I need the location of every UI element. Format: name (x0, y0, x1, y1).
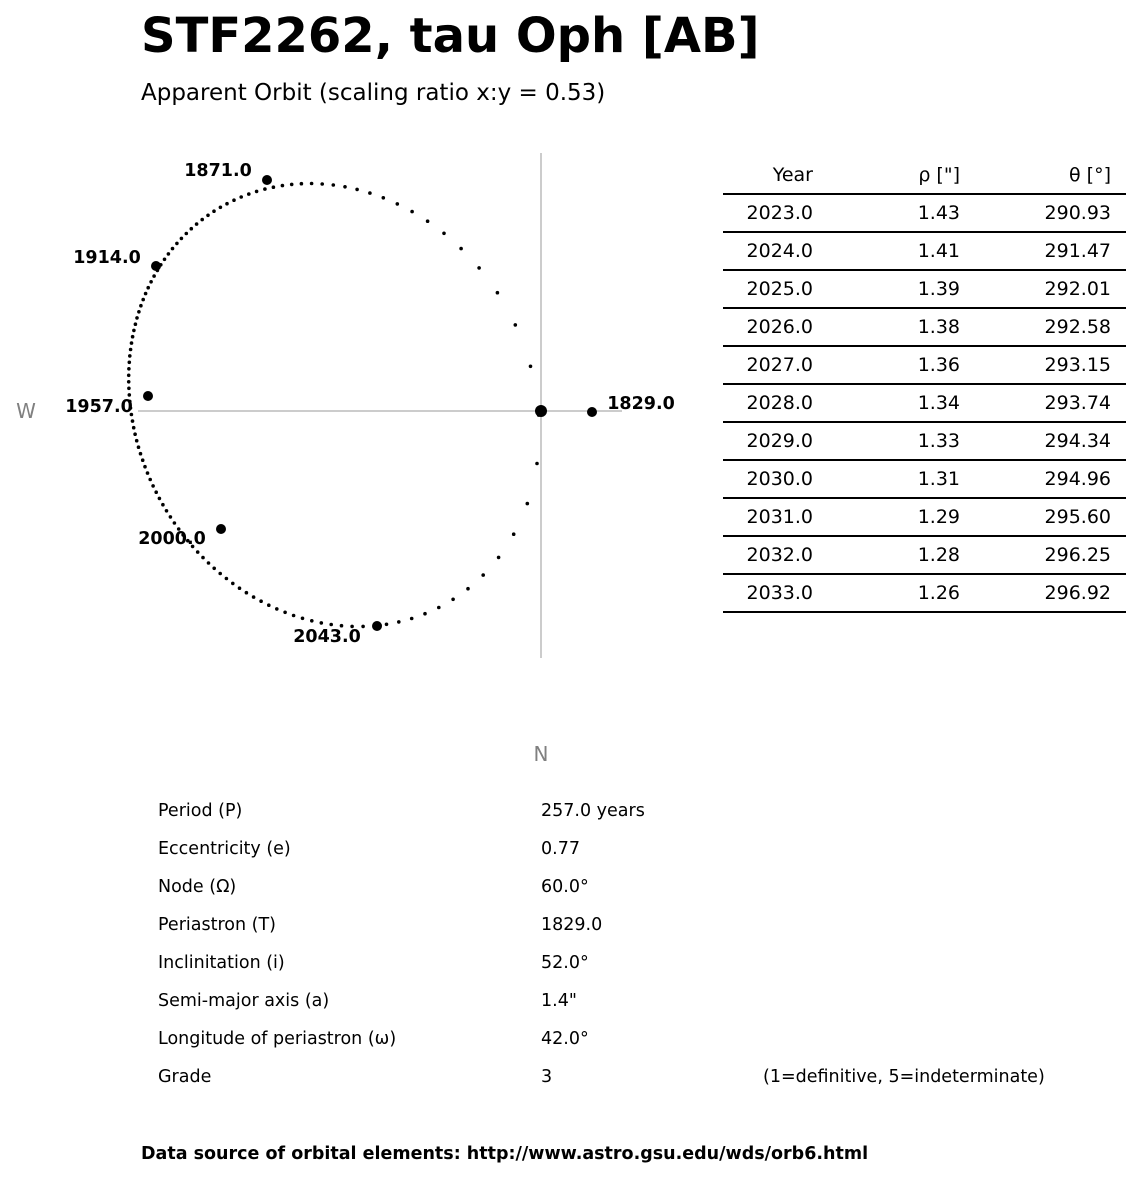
orbit-dot (161, 503, 165, 507)
orbit-dot (292, 614, 296, 618)
cell-year: 2024.0 (723, 232, 813, 270)
orbit-dot (283, 611, 287, 615)
orbit-dot (139, 452, 143, 456)
cell-rho: 1.41 (813, 232, 960, 270)
header-year: Year (723, 157, 813, 194)
orbit-dot (132, 329, 136, 333)
cell-theta: 296.25 (960, 536, 1126, 574)
cell-theta: 290.93 (960, 194, 1126, 232)
cell-theta: 294.34 (960, 422, 1126, 460)
table-row (723, 346, 1126, 384)
orbit-dot (238, 586, 242, 590)
table-row (723, 460, 1126, 498)
orbit-dot (185, 232, 189, 236)
orbit-dot (131, 335, 135, 339)
orbit-dot (206, 214, 210, 218)
orbit-dot (426, 219, 430, 223)
orbit-dot (171, 247, 175, 251)
orbit-dot (252, 595, 256, 599)
orbit-dot (212, 567, 216, 571)
orbit-dot (219, 206, 223, 210)
orbit-epoch-markers (65, 161, 675, 647)
orbit-dot (320, 182, 324, 186)
table-row (723, 194, 1126, 232)
axis-label-north: N (533, 742, 549, 766)
orbit-dot (437, 606, 441, 610)
page-subtitle: Apparent Orbit (scaling ratio x:y = 0.53) (141, 80, 606, 106)
element-value: 1.4" (541, 991, 577, 1011)
orbit-dot (332, 183, 336, 187)
cell-year: 2030.0 (723, 460, 813, 498)
element-value: 42.0° (541, 1029, 589, 1049)
epoch-marker (151, 261, 161, 271)
orbit-dot (141, 298, 145, 302)
cell-rho: 1.26 (813, 574, 960, 612)
orbit-dot (143, 465, 147, 469)
orbit-dot (127, 367, 131, 371)
cell-rho: 1.28 (813, 536, 960, 574)
cell-rho: 1.33 (813, 422, 960, 460)
cell-rho: 1.38 (813, 308, 960, 346)
orbit-dot (128, 361, 132, 365)
orbit-dot (173, 521, 177, 525)
orbit-path (127, 182, 541, 629)
cell-rho: 1.43 (813, 194, 960, 232)
orbit-dot (130, 341, 134, 345)
ephemeris-table (723, 157, 1126, 613)
primary-star (535, 405, 547, 417)
orbit-dot (232, 198, 236, 202)
orbit-dot (275, 607, 279, 611)
orbit-dot (396, 202, 400, 206)
element-value: 0.77 (541, 839, 580, 859)
header-rho: ρ ["] (813, 157, 960, 194)
orbit-dot (152, 274, 156, 278)
orbit-dot (134, 322, 138, 326)
orbit-dot (146, 471, 150, 475)
orbit-dot (196, 550, 200, 554)
element-value: 257.0 years (541, 801, 645, 821)
orbit-dot (190, 227, 194, 231)
orbit-dot (526, 502, 530, 506)
epoch-marker (372, 621, 382, 631)
element-label: Longitude of periastron (ω) (158, 1029, 397, 1049)
orbit-dot (135, 316, 139, 320)
cell-rho: 1.34 (813, 384, 960, 422)
table-row (723, 270, 1126, 308)
orbit-dot (310, 182, 314, 186)
orbit-dot (128, 354, 132, 358)
orbit-dot (459, 247, 463, 251)
orbit-dot (496, 291, 500, 295)
epoch-label: 1829.0 (607, 394, 675, 414)
cell-rho: 1.39 (813, 270, 960, 308)
orbit-dot (451, 598, 455, 602)
cell-year: 2025.0 (723, 270, 813, 308)
orbit-dot (200, 218, 204, 222)
element-label: Semi-major axis (a) (158, 991, 330, 1011)
orbit-dot (207, 561, 211, 565)
orbit-dot (361, 625, 365, 629)
orbit-dot (131, 419, 135, 423)
cell-year: 2033.0 (723, 574, 813, 612)
orbit-dot (149, 280, 153, 284)
axis-label-west: W (16, 399, 36, 423)
cell-year: 2027.0 (723, 346, 813, 384)
orbit-dot (148, 478, 152, 482)
element-label: Node (Ω) (158, 877, 237, 897)
orbit-dot (144, 292, 148, 296)
orbit-dot (300, 182, 304, 186)
element-value: 60.0° (541, 877, 589, 897)
orbit-dot (512, 532, 516, 536)
cell-theta: 293.15 (960, 346, 1126, 384)
element-value: 1829.0 (541, 915, 603, 935)
orbit-dot (477, 266, 481, 270)
orbit-dot (301, 617, 305, 621)
orbit-dot (137, 310, 141, 314)
table-row (723, 422, 1126, 460)
epoch-marker (143, 391, 153, 401)
element-label: Periastron (T) (158, 915, 276, 935)
orbit-dot (137, 445, 141, 449)
orbit-dot (247, 192, 251, 196)
orbit-dot (165, 509, 169, 513)
table-row (723, 308, 1126, 346)
table-row (723, 498, 1126, 536)
orbit-dot (497, 556, 501, 560)
data-source-footer: Data source of orbital elements: http://www.astro.gsu.edu/wds/orb6.html (141, 1144, 869, 1164)
orbit-dot (310, 619, 314, 623)
orbit-dot (255, 190, 259, 194)
orbit-dot (259, 599, 263, 603)
cell-rho: 1.36 (813, 346, 960, 384)
orbit-dot (201, 556, 205, 560)
orbit-dot (290, 183, 294, 187)
orbit-dot (218, 572, 222, 576)
orbit-dot (385, 623, 389, 627)
orbit-dot (267, 603, 271, 607)
orbit-dot (514, 323, 518, 327)
orbit-dot (397, 620, 401, 624)
element-label: Grade (158, 1067, 212, 1087)
cell-year: 2031.0 (723, 498, 813, 536)
orbit-dot (272, 185, 276, 189)
epoch-marker (262, 175, 272, 185)
table-row (723, 384, 1126, 422)
orbit-dot (180, 237, 184, 241)
cell-theta: 296.92 (960, 574, 1126, 612)
orbit-dot (481, 573, 485, 577)
orbit-dot (154, 490, 158, 494)
orbit-dot (225, 202, 229, 206)
epoch-marker (216, 524, 226, 534)
orbit-dot (133, 432, 137, 436)
orbit-dot (281, 184, 285, 188)
cell-year: 2026.0 (723, 308, 813, 346)
epoch-label: 2043.0 (293, 627, 361, 647)
orbit-dot (355, 188, 359, 192)
orbit-dot (146, 286, 150, 290)
orbit-dot (239, 195, 243, 199)
grade-note: (1=definitive, 5=indeterminate) (763, 1067, 1045, 1087)
epoch-label: 2000.0 (138, 529, 206, 549)
orbit-dot (343, 185, 347, 189)
orbit-dot (175, 242, 179, 246)
orbit-dot (129, 348, 133, 352)
element-value: 3 (541, 1067, 553, 1087)
orbit-dot (329, 623, 333, 627)
orbit-dot (127, 374, 131, 378)
cell-theta: 292.58 (960, 308, 1126, 346)
orbit-dot (195, 222, 199, 226)
table-header-row (723, 157, 1126, 194)
orbit-dot (127, 380, 131, 384)
orbit-dot (466, 587, 470, 591)
element-value: 52.0° (541, 953, 589, 973)
orbit-dot (158, 497, 162, 501)
cell-year: 2028.0 (723, 384, 813, 422)
cell-theta: 291.47 (960, 232, 1126, 270)
orbit-dot (320, 621, 324, 625)
orbit-dot (442, 232, 446, 236)
table-row (723, 574, 1126, 612)
cell-year: 2029.0 (723, 422, 813, 460)
orbit-dot (141, 458, 145, 462)
epoch-marker (587, 407, 597, 417)
cell-year: 2023.0 (723, 194, 813, 232)
orbit-dot (212, 209, 216, 213)
orbit-dot (127, 387, 131, 391)
orbit-dot (135, 439, 139, 443)
epoch-label: 1914.0 (73, 248, 141, 268)
cell-theta: 295.60 (960, 498, 1126, 536)
element-label: Inclinitation (i) (158, 953, 285, 973)
orbit-dot (167, 252, 171, 256)
page-title: STF2262, tau Oph [AB] (141, 8, 760, 64)
orbit-dot (231, 582, 235, 586)
orbit-dot (245, 591, 249, 595)
cell-theta: 294.96 (960, 460, 1126, 498)
epoch-label: 1871.0 (184, 161, 252, 181)
epoch-label: 1957.0 (65, 397, 133, 417)
orbit-dot (163, 258, 167, 262)
orbit-dot (410, 210, 414, 214)
orbit-dot (169, 515, 173, 519)
orbit-dot (382, 196, 386, 200)
cell-theta: 293.74 (960, 384, 1126, 422)
orbit-dot (151, 484, 155, 488)
table-row (723, 536, 1126, 574)
cell-year: 2032.0 (723, 536, 813, 574)
orbit-dot (529, 365, 533, 369)
cell-rho: 1.31 (813, 460, 960, 498)
cell-theta: 292.01 (960, 270, 1126, 308)
orbit-dot (263, 187, 267, 191)
orbit-dot (225, 577, 229, 581)
orbit-dot (535, 462, 539, 466)
orbit-dot (410, 617, 414, 621)
element-label: Eccentricity (e) (158, 839, 291, 859)
orbit-dot (132, 426, 136, 430)
header-theta: θ [°] (960, 157, 1126, 194)
element-label: Period (P) (158, 801, 243, 821)
orbit-dot (139, 304, 143, 308)
orbit-dot (368, 191, 372, 195)
cell-rho: 1.29 (813, 498, 960, 536)
orbit-dot (423, 612, 427, 616)
table-row (723, 232, 1126, 270)
